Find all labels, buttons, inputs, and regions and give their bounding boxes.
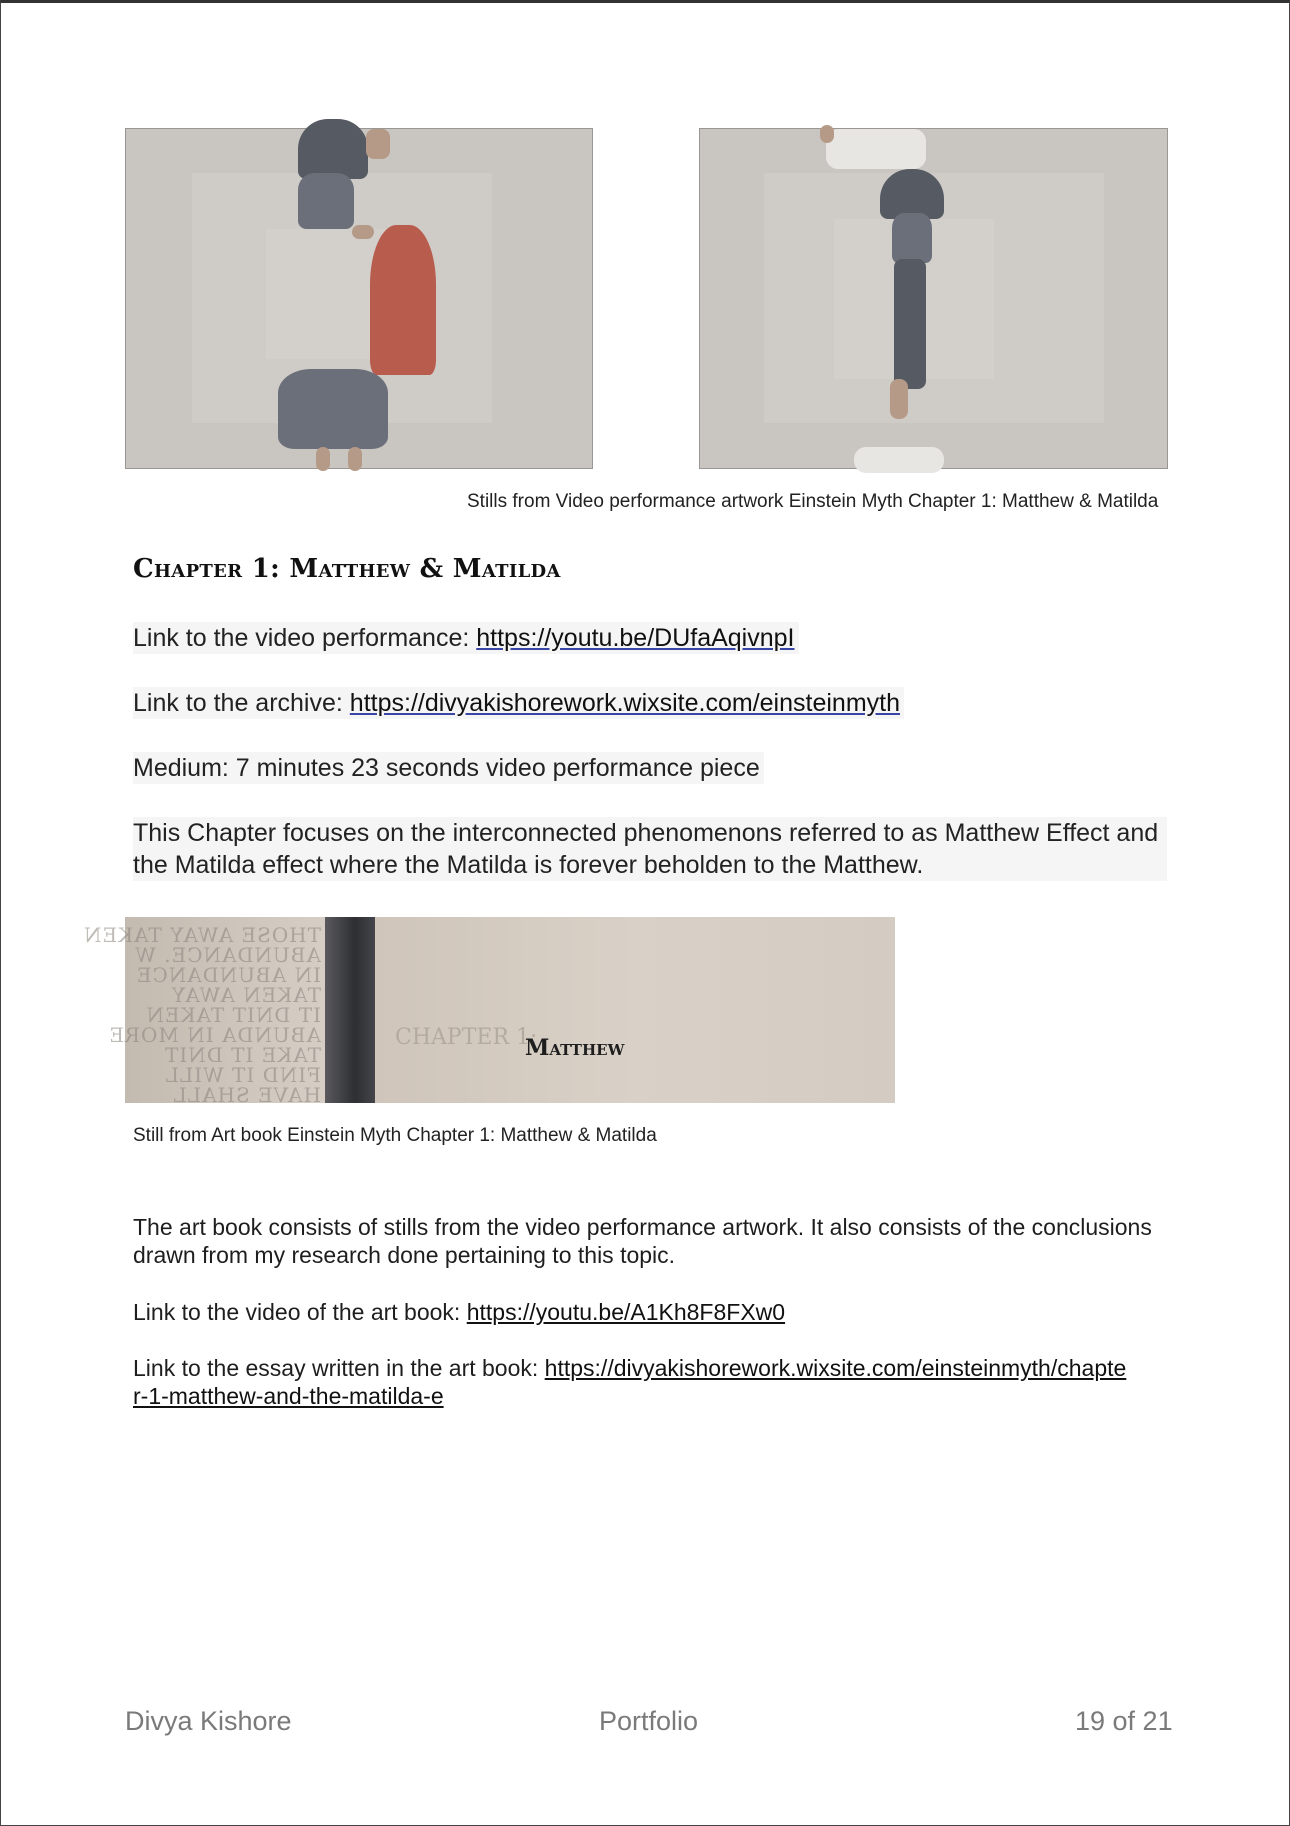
book-caption: Still from Art book Einstein Myth Chapter 1: Matthew & Matilda — [133, 1125, 657, 1146]
video-performance-link[interactable]: https://youtu.be/DUfaAqivnpI — [476, 624, 795, 652]
art-book-video-link[interactable]: https://youtu.be/A1Kh8F8FXw0 — [466, 1299, 786, 1325]
footer-page-number: 19 of 21 — [1075, 1706, 1173, 1736]
mirrored-text-4: TAKEN AWAY — [170, 983, 321, 1007]
mirrored-text-1: THOSE AWAY TAKEN — [83, 923, 321, 947]
video-still-left — [125, 128, 593, 469]
medium-text: Medium: 7 minutes 23 seconds video performance piece — [133, 752, 764, 784]
video-link-line — [133, 622, 799, 654]
mirrored-text-3: IN ABUNDANCE — [135, 963, 321, 987]
book-chapter-label: CHAPTER 1: — [395, 1025, 538, 1050]
chapter-heading: Chapter 1: Matthew & Matilda — [133, 554, 561, 584]
essay-line — [133, 1354, 1133, 1410]
stills-caption: Stills from Video performance artwork Einstein Myth Chapter 1: Matthew & Matilda — [467, 491, 1159, 512]
mirrored-text-9: HAVE SHALL — [172, 1083, 321, 1107]
video-link-label: Link to the video performance: — [133, 624, 477, 652]
art-book-description: The art book consists of stills from the video performance artwork. It also consists of the conclusions drawn from my research done pertaining to this topic. — [133, 1214, 1152, 1268]
essay-link[interactable]: https://divyakishorework.wixsite.com/einsteinmyth/chapter-1-matthew-and-the-matilda-e — [133, 1355, 1127, 1409]
art-book-video-line — [133, 1298, 785, 1326]
mirrored-text-7: TAKE IT DNIT — [164, 1043, 321, 1067]
archive-link[interactable]: https://divyakishorework.wixsite.com/einsteinmyth — [349, 689, 900, 717]
mirrored-text-5: IT DNIT TAKEN — [145, 1003, 321, 1027]
footer-author: Divya Kishore — [125, 1706, 292, 1736]
art-book-video-label: Link to the video of the art book: — [133, 1299, 467, 1325]
essay-label: Link to the essay written in the art book: — [133, 1355, 545, 1381]
archive-link-label: Link to the archive: — [133, 689, 350, 717]
footer-title: Portfolio — [599, 1706, 699, 1736]
art-book-still — [83, 917, 895, 1107]
book-chapter-name: Matthew — [525, 1035, 625, 1061]
video-still-right — [699, 128, 1168, 469]
chapter-description: This Chapter focuses on the interconnected phenomenons referred to as Matthew Effect and the Matilda effect where the Matilda is forever beholden to the Matthew. — [133, 817, 1167, 881]
mirrored-text-6: ABUNDA IN MORE — [108, 1023, 321, 1047]
archive-link-line — [133, 687, 904, 719]
mirrored-text-2: ABUNDANCE. W — [134, 943, 321, 967]
mirrored-text-8: FIND IT WILL — [164, 1063, 321, 1087]
